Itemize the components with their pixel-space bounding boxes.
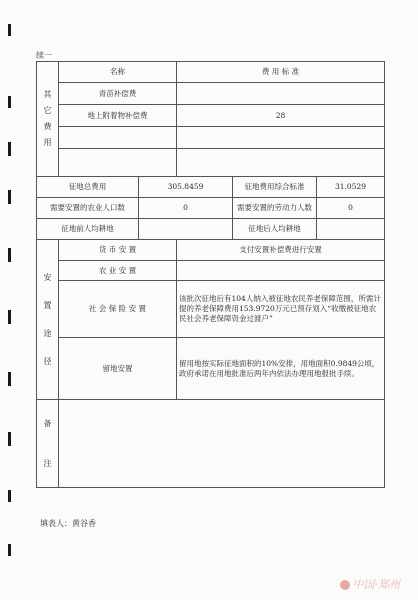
agri-population-label: 需要安置的农业人口数 [37, 198, 139, 219]
watermark [340, 576, 401, 592]
header-name: 名称 [59, 62, 177, 83]
fee-name [59, 149, 177, 177]
land-requisition-table [36, 61, 385, 488]
resettlement-content: 支付安置补偿费进行安置 [177, 240, 385, 261]
composite-standard-value: 31.0529 [317, 177, 385, 198]
resettlement-content [177, 261, 385, 281]
header-standard: 费 用 标 准 [177, 62, 385, 83]
total-cost-label: 征地总费用 [37, 177, 139, 198]
fee-value: 28 [177, 105, 385, 127]
binding-mark [8, 142, 11, 156]
binding-mark [8, 432, 11, 446]
filler-label: 填表人： [40, 519, 72, 528]
binding-mark [8, 248, 11, 262]
fee-value [177, 83, 385, 105]
total-cost-value: 305.8459 [139, 177, 233, 198]
fee-value [177, 127, 385, 149]
page-label: 续一 [36, 51, 52, 60]
section-label-remarks: 备 注 [37, 400, 59, 488]
binding-mark [8, 96, 11, 108]
section-label-resettlement: 安 置 途 径 [37, 240, 59, 400]
farmland-after-value [317, 219, 385, 240]
binding-mark [8, 24, 11, 36]
binding-mark [8, 190, 11, 204]
composite-standard-label: 征地费用综合标准 [233, 177, 317, 198]
watermark-text: 中国·郑州 [352, 578, 400, 591]
resettlement-content: 该批次征地后有104人纳入被征地农民养老保障范围，所需计提的养老保障费用153.9720万元已预存划入“收缴被征地农民社会养老保障资金过渡户” [177, 281, 385, 338]
fee-value [177, 149, 385, 177]
filler-line [40, 518, 96, 529]
resettlement-name: 社 会 保 险 安 置 [59, 281, 177, 338]
resettlement-name: 农 业 安 置 [59, 261, 177, 281]
fee-name: 地上附着物补偿费 [59, 105, 177, 127]
fee-name: 青苗补偿费 [59, 83, 177, 105]
seal-icon [340, 580, 350, 590]
labor-count-label: 需要安置的劳动力人数 [233, 198, 317, 219]
farmland-after-label: 征地后人均耕地 [233, 219, 317, 240]
binding-mark [8, 310, 11, 324]
section-label-other-fees: 其 它 费 用 [37, 62, 59, 177]
binding-mark [8, 544, 11, 556]
farmland-before-value [139, 219, 233, 240]
resettlement-content: 留用地按实际征地面积的10%安排，用地面积0.9849公顷，政府承诺在用地批准后两年内依法办理用地报批手续。 [177, 338, 385, 400]
binding-mark [8, 490, 11, 502]
fee-name [59, 127, 177, 149]
remarks-content [59, 400, 385, 488]
resettlement-name: 货 币 安 置 [59, 240, 177, 261]
agri-population-value: 0 [139, 198, 233, 219]
resettlement-name: 留地安置 [59, 338, 177, 400]
labor-count-value: 0 [317, 198, 385, 219]
filler-name: 黄谷香 [72, 519, 96, 528]
binding-mark [8, 372, 11, 386]
farmland-before-label: 征地前人均耕地 [37, 219, 139, 240]
